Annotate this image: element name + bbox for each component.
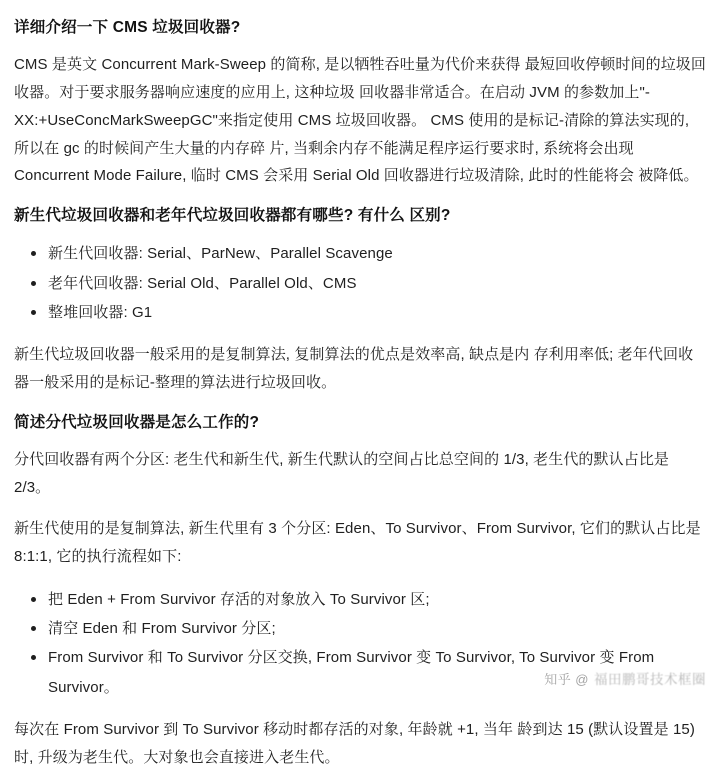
bullet-list-collectors [14, 239, 706, 327]
list-item: 把 Eden + From Survivor 存活的对象放入 To Survivor 区; [46, 585, 706, 614]
paragraph-age-promotion: 每次在 From Survivor 到 To Survivor 移动时都存活的对象, 年龄就 +1, 当年 龄到达 15 (默认设置是 15) 时, 升级为老生代。大对象也会直接进入老生代。 [14, 720, 695, 766]
zhihu-logo-icon: 知乎 @ [544, 671, 589, 687]
section-title-collectors: 新生代垃圾回收器和老年代垃圾回收器都有哪些? 有什么 区别? [14, 207, 451, 224]
list-item: 清空 Eden 和 From Survivor 分区; [46, 614, 706, 643]
section-title-cms: 详细介绍一下 CMS 垃圾回收器? [14, 19, 241, 36]
list-item: 老年代回收器: Serial Old、Parallel Old、CMS [46, 269, 706, 298]
paragraph-cms-intro: CMS 是英文 Concurrent Mark-Sweep 的简称, 是以牺牲吞吐量为代价来获得 最短回收停顿时间的垃圾回收器。对于要求服务器响应速度的应用上, 这种垃圾 回收器非常适合。在启动 JVM 的参数加上"-XX:+UseConcMarkSweepGC"来指定使用 CMS 垃圾回收器。 CMS 使用的是标记-清除的算法实现的, 所以在 gc 的时候间产生大量的内存碎 片, 当剩余内存不能满足程序运行要求时, 系统将会出现 Concurrent Mode Failure, 临时 CMS 会采用 Serial Old 回收器进行垃圾清除, 此时的性能将会 被降低。 [14, 56, 707, 185]
section-title-generational: 简述分代垃圾回收器是怎么工作的? [14, 413, 260, 431]
paragraph-collector-algorithms: 新生代垃圾回收器一般采用的是复制算法, 复制算法的优点是效率高, 缺点是内 存利用率低; 老年代回收器一般采用的是标记-整理的算法进行垃圾回收。 [14, 346, 694, 391]
watermark [544, 668, 706, 688]
list-item: From Survivor 和 To Survivor 分区交换, From Survivor 变 To Survivor, To Survivor 变 From Survivor。 [46, 643, 706, 702]
paragraph-generational-partitions: 分代回收器有两个分区: 老生代和新生代, 新生代默认的空间占比总空间的 1/3, 老生代的默认占比是 2/3。 [14, 450, 670, 496]
list-item: 新生代回收器: Serial、ParNew、Parallel Scavenge [46, 239, 706, 268]
list-item: 整堆回收器: G1 [46, 298, 706, 327]
paragraph-young-gen-copy: 新生代使用的是复制算法, 新生代里有 3 个分区: Eden、To Survivor、From Survivor, 它们的默认占比是 8:1:1, 它的执行流程如下: [14, 520, 701, 565]
watermark-username: 福田鹏哥技术框圈 [594, 672, 706, 687]
